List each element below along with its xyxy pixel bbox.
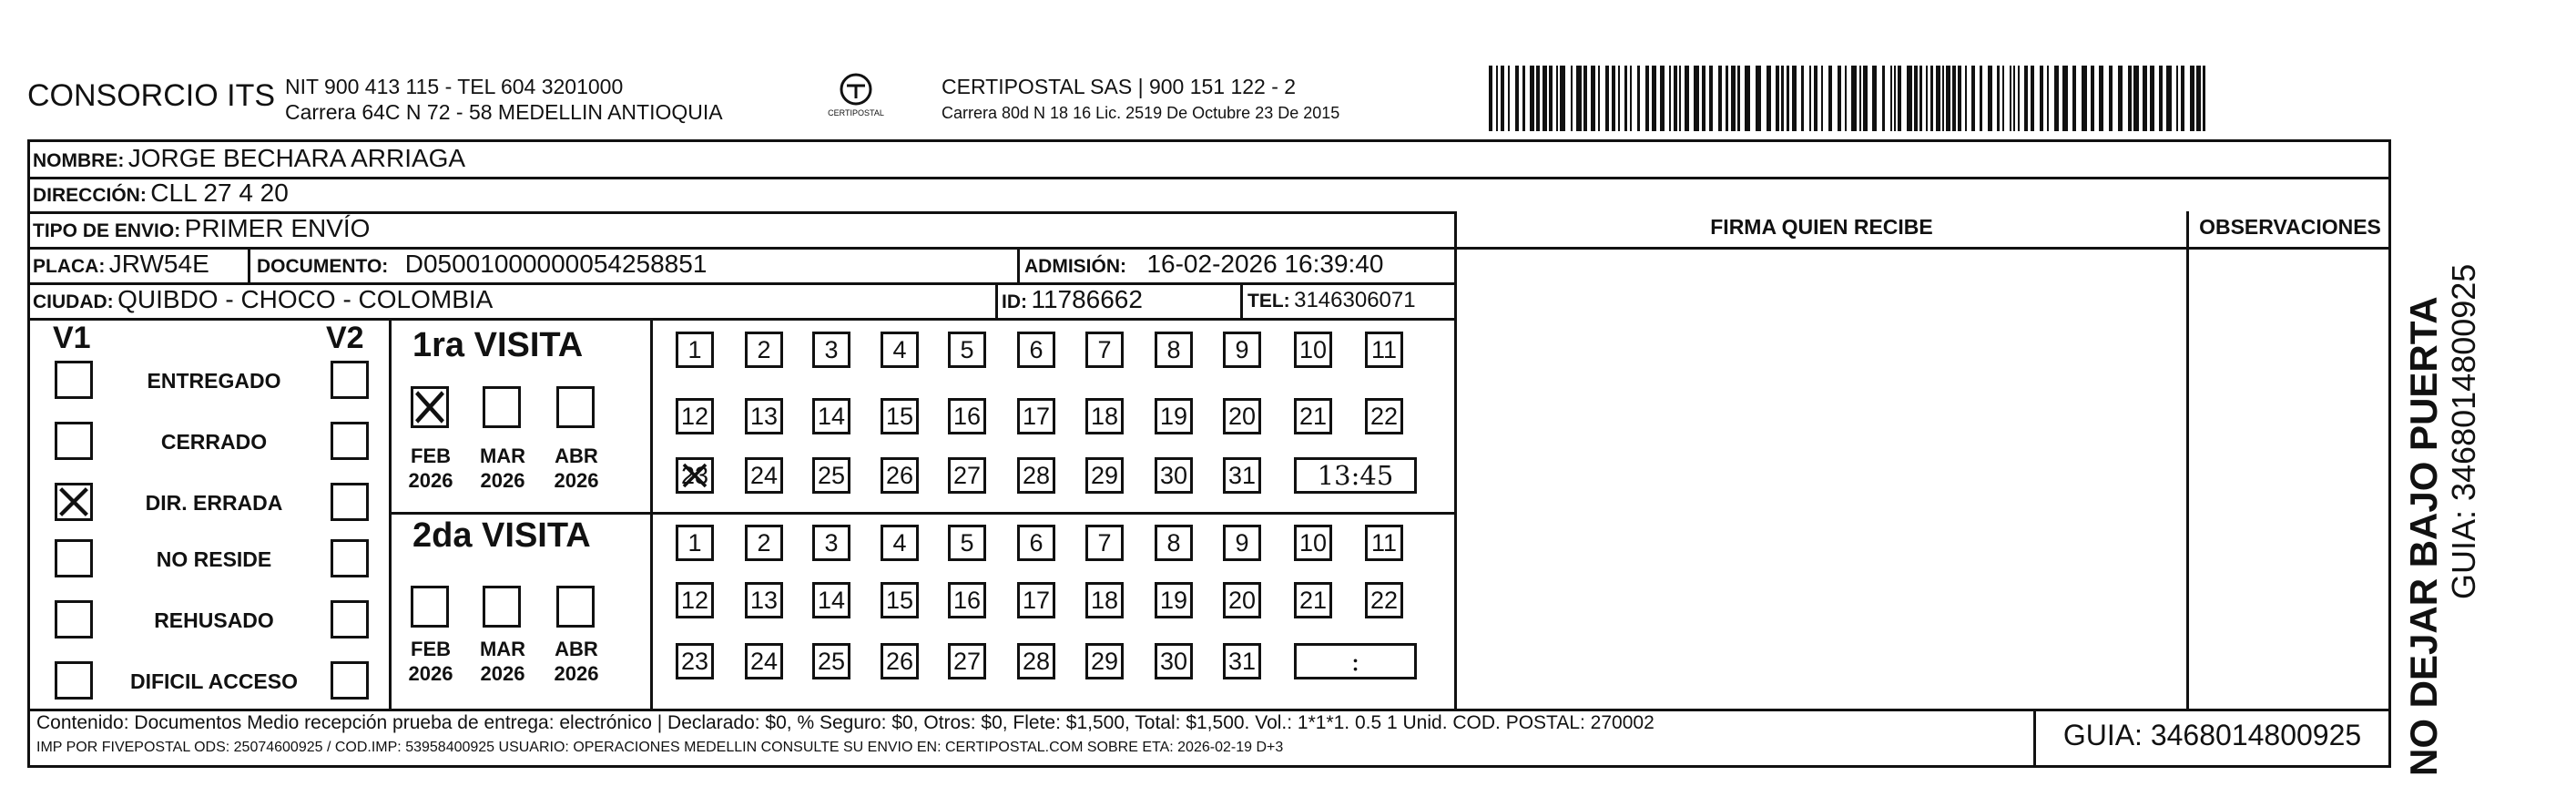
barcode-bar bbox=[1731, 66, 1736, 131]
first-visit-title: 1ra VISITA bbox=[412, 326, 584, 364]
barcode-bar bbox=[1522, 66, 1525, 131]
barcode-bar bbox=[1726, 66, 1728, 131]
day-number: 23 bbox=[680, 462, 709, 489]
second-day-box[interactable]: 10 bbox=[1294, 525, 1332, 561]
status-label: ENTREGADO bbox=[147, 369, 281, 393]
second-day-box[interactable]: 20 bbox=[1223, 582, 1261, 618]
second-day-box[interactable]: 19 bbox=[1155, 582, 1193, 618]
barcode-bar bbox=[1907, 66, 1912, 131]
v1-header: V1 bbox=[53, 321, 91, 355]
second-year-label: 2026 bbox=[554, 662, 599, 685]
barcode-bar bbox=[1489, 66, 1492, 131]
barcode-bar bbox=[1652, 66, 1656, 131]
first-day-box[interactable]: 27 bbox=[948, 457, 986, 494]
second-day-box[interactable]: 9 bbox=[1223, 525, 1261, 561]
barcode-bar bbox=[1863, 66, 1868, 131]
barcode-bar bbox=[1645, 66, 1649, 131]
barcode-bar bbox=[1694, 66, 1699, 131]
tipo-envio-row bbox=[33, 214, 370, 243]
v1-checkbox[interactable] bbox=[55, 361, 93, 399]
ciudad-field bbox=[33, 285, 493, 314]
barcode-bar bbox=[1851, 66, 1857, 131]
second-year-label: 2026 bbox=[408, 662, 453, 685]
barcode-bar bbox=[1942, 66, 1944, 131]
barcode-bar bbox=[2040, 66, 2043, 131]
status-label: DIFICIL ACCESO bbox=[129, 669, 298, 693]
barcode-bar bbox=[1605, 66, 1609, 131]
tel-field bbox=[1247, 288, 1416, 313]
barcode-bar bbox=[1576, 66, 1582, 131]
nombre-row bbox=[33, 144, 465, 173]
barcode-bar bbox=[1556, 66, 1558, 131]
barcode-bar bbox=[1598, 66, 1600, 131]
barcode-bar bbox=[1543, 66, 1547, 131]
second-day-box[interactable]: 16 bbox=[948, 582, 986, 618]
barcode-bar bbox=[2018, 66, 2020, 131]
barcode-bar bbox=[1919, 66, 1922, 131]
second-day-box[interactable]: 14 bbox=[812, 582, 850, 618]
id-label: ID: bbox=[1002, 291, 1027, 312]
first-day-box[interactable]: 28 bbox=[1017, 457, 1055, 494]
second-day-box[interactable]: 4 bbox=[881, 525, 919, 561]
second-day-box[interactable]: 23 bbox=[676, 643, 714, 679]
barcode-bar bbox=[1767, 66, 1771, 131]
status-label: DIR. ERRADA bbox=[145, 491, 283, 515]
second-day-box[interactable]: 27 bbox=[948, 643, 986, 679]
side-guia: GUIA: 3468014800925 bbox=[2445, 263, 2482, 599]
barcode-bar bbox=[1926, 66, 1928, 131]
barcode-bar bbox=[2031, 66, 2034, 131]
second-day-box[interactable]: 1 bbox=[676, 525, 714, 561]
barcode-bar bbox=[1980, 66, 1982, 131]
tel-value: 3146306071 bbox=[1294, 288, 1416, 312]
first-year-label: 2026 bbox=[480, 469, 525, 492]
barcode-bar bbox=[1890, 66, 1892, 131]
certipostal-logo-icon bbox=[836, 71, 876, 107]
certipostal-name: CERTIPOSTAL SAS | 900 151 122 - 2 bbox=[942, 75, 1297, 98]
barcode-bar bbox=[1560, 66, 1565, 131]
first-month-checkbox[interactable] bbox=[556, 386, 595, 428]
barcode-bar bbox=[1660, 66, 1665, 131]
direccion-value: CLL 27 4 20 bbox=[150, 179, 289, 207]
check-mark-icon bbox=[680, 462, 709, 489]
second-day-box[interactable]: 26 bbox=[881, 643, 919, 679]
documento-label: DOCUMENTO: bbox=[257, 256, 389, 277]
second-day-box[interactable]: 12 bbox=[676, 582, 714, 618]
documento-value: D05001000000054258851 bbox=[404, 250, 708, 278]
barcode-bar bbox=[1946, 66, 1950, 131]
second-day-box[interactable]: 11 bbox=[1365, 525, 1403, 561]
placa-field bbox=[33, 250, 209, 279]
barcode-bar bbox=[1624, 66, 1627, 131]
firma-header: FIRMA QUIEN RECIBE bbox=[1710, 215, 1933, 239]
second-day-box[interactable]: 21 bbox=[1294, 582, 1332, 618]
nombre-value: JORGE BECHARA ARRIAGA bbox=[127, 144, 466, 172]
check-mark-icon bbox=[413, 389, 446, 425]
v2-checkbox[interactable] bbox=[331, 483, 369, 521]
second-month-checkbox[interactable] bbox=[483, 586, 521, 628]
barcode-bar bbox=[2143, 66, 2147, 131]
v1-checkbox[interactable] bbox=[55, 422, 93, 460]
first-time-field[interactable]: 13:45 bbox=[1294, 457, 1417, 494]
v2-checkbox[interactable] bbox=[331, 422, 369, 460]
barcode-bar bbox=[2166, 66, 2172, 131]
barcode-bar bbox=[1674, 66, 1677, 131]
barcode-bar bbox=[1988, 66, 1992, 131]
first-day-box[interactable]: 20 bbox=[1223, 398, 1261, 434]
second-month-label: ABR bbox=[555, 638, 598, 660]
check-mark-icon bbox=[57, 485, 90, 518]
barcode-bar bbox=[1508, 66, 1510, 131]
barcode-bar bbox=[1914, 66, 1918, 131]
id-field bbox=[1002, 285, 1143, 314]
barcode-bar bbox=[2091, 66, 2094, 131]
second-visit-title: 2da VISITA bbox=[412, 516, 591, 555]
tipo-envio-value: PRIMER ENVÍO bbox=[184, 214, 371, 242]
certipostal-license: Carrera 80d N 18 16 Lic. 2519 De Octubre 23 De 2015 bbox=[942, 104, 1340, 122]
nombre-label: NOMBRE: bbox=[33, 150, 125, 171]
v2-checkbox[interactable] bbox=[331, 539, 369, 577]
barcode-bar bbox=[1894, 66, 1896, 131]
barcode-bar bbox=[2002, 66, 2004, 131]
barcode-bar bbox=[1630, 66, 1632, 131]
imp-text: IMP POR FIVEPOSTAL ODS: 25074600925 / COD.IMP: 53958400925 USUARIO: OPERACIONES MEDELLIN CONSULTE SU ENVIO EN: CERTIPOSTAL.COM SOBRE ETA: 2026-02-19 D+3 bbox=[36, 740, 1284, 755]
first-day-box[interactable]: 10 bbox=[1294, 332, 1332, 368]
barcode-bar bbox=[2190, 66, 2194, 131]
first-day-box[interactable]: 11 bbox=[1365, 332, 1403, 368]
barcode-bar bbox=[1898, 66, 1901, 131]
second-day-box[interactable]: 3 bbox=[812, 525, 850, 561]
barcode-bar bbox=[1845, 66, 1847, 131]
barcode-bar bbox=[2047, 66, 2049, 131]
barcode-bar bbox=[1952, 66, 1956, 131]
second-day-box[interactable]: 28 bbox=[1017, 643, 1055, 679]
second-day-box[interactable]: 31 bbox=[1223, 643, 1261, 679]
barcode-bar bbox=[2196, 66, 2201, 131]
barcode-bar bbox=[1930, 66, 1933, 131]
barcode-bar bbox=[2109, 66, 2113, 131]
v1-checkbox[interactable] bbox=[55, 661, 93, 700]
footer-guia: GUIA: 3468014800925 bbox=[2062, 719, 2362, 751]
no-dejar-warning: NO DEJAR BAJO PUERTA bbox=[2402, 296, 2445, 776]
barcode-bar bbox=[1501, 66, 1504, 131]
barcode-bar bbox=[1745, 66, 1750, 131]
first-day-box[interactable]: 21 bbox=[1294, 398, 1332, 434]
barcode-bar bbox=[1515, 66, 1519, 131]
first-day-box[interactable]: 7 bbox=[1085, 332, 1124, 368]
first-day-box[interactable]: 8 bbox=[1155, 332, 1193, 368]
first-day-box[interactable]: 4 bbox=[881, 332, 919, 368]
barcode-bar bbox=[1859, 66, 1861, 131]
status-label: CERRADO bbox=[160, 430, 268, 454]
second-day-box[interactable]: 30 bbox=[1155, 643, 1193, 679]
barcode-bar bbox=[1591, 66, 1595, 131]
barcode-bar bbox=[2099, 66, 2103, 131]
barcode-bar bbox=[2072, 66, 2076, 131]
second-day-box[interactable]: 29 bbox=[1085, 643, 1124, 679]
barcode bbox=[1489, 66, 2213, 131]
barcode-bar bbox=[1571, 66, 1573, 131]
barcode-bar bbox=[2013, 66, 2015, 131]
barcode-bar bbox=[2082, 66, 2087, 131]
barcode-bar bbox=[2062, 66, 2068, 131]
admision-label: ADMISIÓN: bbox=[1024, 256, 1126, 277]
tel-label: TEL: bbox=[1247, 291, 1290, 312]
barcode-bar bbox=[2133, 66, 2139, 131]
second-day-box[interactable]: 2 bbox=[745, 525, 783, 561]
barcode-bar bbox=[1583, 66, 1587, 131]
second-day-box[interactable]: 22 bbox=[1365, 582, 1403, 618]
id-value: 11786662 bbox=[1031, 285, 1143, 313]
company-name: CONSORCIO ITS bbox=[27, 78, 276, 113]
barcode-bar bbox=[2118, 66, 2123, 131]
certipostal-logo-text: CERTIPOSTAL bbox=[828, 108, 884, 117]
first-day-box[interactable]: 5 bbox=[948, 332, 986, 368]
barcode-bar bbox=[1679, 66, 1681, 131]
v1-checkbox[interactable] bbox=[55, 483, 93, 521]
barcode-bar bbox=[1936, 66, 1940, 131]
documento-field bbox=[257, 250, 707, 279]
barcode-bar bbox=[2054, 66, 2059, 131]
first-day-box[interactable]: 31 bbox=[1223, 457, 1261, 494]
barcode-bar bbox=[1702, 66, 1705, 131]
direccion-label: DIRECCIÓN: bbox=[33, 185, 147, 206]
admision-value: 16-02-2026 16:39:40 bbox=[1146, 250, 1384, 278]
barcode-bar bbox=[1718, 66, 1722, 131]
barcode-bar bbox=[1496, 66, 1498, 131]
first-month-checkbox[interactable] bbox=[411, 386, 449, 428]
barcode-bar bbox=[1872, 66, 1877, 131]
second-day-box[interactable]: 5 bbox=[948, 525, 986, 561]
barcode-bar bbox=[2024, 66, 2028, 131]
barcode-bar bbox=[1549, 66, 1553, 131]
v1-checkbox[interactable] bbox=[55, 600, 93, 638]
barcode-bar bbox=[2150, 66, 2154, 131]
first-day-box[interactable]: 17 bbox=[1017, 398, 1055, 434]
placa-value: JRW54E bbox=[108, 250, 209, 278]
barcode-bar bbox=[1530, 66, 1534, 131]
first-month-checkbox[interactable] bbox=[483, 386, 521, 428]
barcode-bar bbox=[2203, 66, 2205, 131]
barcode-bar bbox=[1709, 66, 1713, 131]
status-label: NO RESIDE bbox=[156, 547, 272, 571]
barcode-bar bbox=[1756, 66, 1761, 131]
v1-checkbox[interactable] bbox=[55, 539, 93, 577]
contenido-text: Contenido: Documentos Medio recepción prueba de entrega: electrónico | Declarado: $0, % Seguro: $0, Otros: $0, Flete: $1,500, Total: $1,500. Vol.: 1*1*1. 0.5 1 Unid. COD. POSTAL: 270002 bbox=[36, 712, 1655, 733]
status-label: REHUSADO bbox=[154, 608, 274, 632]
second-time-field[interactable]: : bbox=[1294, 643, 1417, 679]
second-day-box[interactable]: 17 bbox=[1017, 582, 1055, 618]
first-day-box[interactable]: 9 bbox=[1223, 332, 1261, 368]
first-day-box[interactable]: 3 bbox=[812, 332, 850, 368]
first-day-box[interactable]: 29 bbox=[1085, 457, 1124, 494]
first-year-label: 2026 bbox=[408, 469, 453, 492]
first-day-box[interactable]: 18 bbox=[1085, 398, 1124, 434]
company-nit-tel: NIT 900 413 115 - TEL 604 3201000 bbox=[285, 75, 624, 98]
barcode-bar bbox=[1821, 66, 1823, 131]
second-month-checkbox[interactable] bbox=[411, 586, 449, 628]
first-day-box[interactable]: 19 bbox=[1155, 398, 1193, 434]
second-day-box[interactable]: 24 bbox=[745, 643, 783, 679]
v2-checkbox[interactable] bbox=[331, 361, 369, 399]
barcode-bar bbox=[1787, 66, 1789, 131]
first-day-box[interactable]: 13 bbox=[745, 398, 783, 434]
first-day-box[interactable]: 24 bbox=[745, 457, 783, 494]
first-month-label: FEB bbox=[411, 444, 451, 467]
company-address: Carrera 64C N 72 - 58 MEDELLIN ANTIOQUIA bbox=[285, 100, 723, 124]
barcode-bar bbox=[1536, 66, 1540, 131]
first-day-box[interactable]: 26 bbox=[881, 457, 919, 494]
first-day-box[interactable]: 2 bbox=[745, 332, 783, 368]
barcode-bar bbox=[1971, 66, 1975, 131]
barcode-bar bbox=[1828, 66, 1832, 131]
second-month-label: FEB bbox=[411, 638, 451, 660]
barcode-bar bbox=[1814, 66, 1817, 131]
barcode-bar bbox=[2159, 66, 2163, 131]
second-day-box[interactable]: 15 bbox=[881, 582, 919, 618]
second-day-box[interactable]: 7 bbox=[1085, 525, 1124, 561]
ciudad-label: CIUDAD: bbox=[33, 291, 114, 312]
first-day-box[interactable]: 12 bbox=[676, 398, 714, 434]
barcode-bar bbox=[1685, 66, 1689, 131]
first-day-box[interactable]: 22 bbox=[1365, 398, 1403, 434]
tipo-envio-label: TIPO DE ENVIO: bbox=[33, 220, 181, 241]
barcode-bar bbox=[2128, 66, 2132, 131]
first-day-box[interactable]: 25 bbox=[812, 457, 850, 494]
first-day-box[interactable]: 15 bbox=[881, 398, 919, 434]
ciudad-value: QUIBDO - CHOCO - COLOMBIA bbox=[117, 285, 494, 313]
second-day-box[interactable]: 25 bbox=[812, 643, 850, 679]
barcode-bar bbox=[2176, 66, 2178, 131]
barcode-bar bbox=[1958, 66, 1961, 131]
first-month-label: ABR bbox=[555, 444, 598, 467]
barcode-bar bbox=[1781, 66, 1784, 131]
first-day-box[interactable]: 14 bbox=[812, 398, 850, 434]
v2-checkbox[interactable] bbox=[331, 600, 369, 638]
barcode-bar bbox=[2181, 66, 2184, 131]
barcode-bar bbox=[1838, 66, 1841, 131]
second-year-label: 2026 bbox=[480, 662, 525, 685]
first-day-box[interactable]: 1 bbox=[676, 332, 714, 368]
barcode-bar bbox=[1809, 66, 1811, 131]
observaciones-header: OBSERVACIONES bbox=[2199, 215, 2381, 239]
direccion-row bbox=[33, 179, 289, 208]
second-day-box[interactable]: 8 bbox=[1155, 525, 1193, 561]
barcode-bar bbox=[1801, 66, 1804, 131]
v2-checkbox[interactable] bbox=[331, 661, 369, 700]
placa-label: PLACA: bbox=[33, 256, 106, 277]
barcode-bar bbox=[1997, 66, 2000, 131]
barcode-bar bbox=[1637, 66, 1640, 131]
barcode-bar bbox=[1618, 66, 1620, 131]
first-month-label: MAR bbox=[479, 444, 526, 467]
v2-header: V2 bbox=[326, 321, 364, 355]
first-day-box[interactable]: 16 bbox=[948, 398, 986, 434]
second-month-label: MAR bbox=[479, 638, 526, 660]
barcode-bar bbox=[1882, 66, 1885, 131]
admision-field bbox=[1024, 250, 1383, 279]
second-day-box[interactable]: 18 bbox=[1085, 582, 1124, 618]
barcode-bar bbox=[1669, 66, 1671, 131]
first-year-label: 2026 bbox=[554, 469, 599, 492]
barcode-bar bbox=[1792, 66, 1797, 131]
first-day-box[interactable] bbox=[676, 457, 714, 494]
first-day-box[interactable]: 6 bbox=[1017, 332, 1055, 368]
second-day-box[interactable]: 6 bbox=[1017, 525, 1055, 561]
barcode-bar bbox=[1965, 66, 1967, 131]
second-day-box[interactable]: 13 bbox=[745, 582, 783, 618]
barcode-bar bbox=[2010, 66, 2011, 131]
certipostal-logo bbox=[815, 71, 897, 126]
barcode-bar bbox=[1737, 66, 1740, 131]
second-month-checkbox[interactable] bbox=[556, 586, 595, 628]
barcode-bar bbox=[1612, 66, 1615, 131]
first-day-box[interactable]: 30 bbox=[1155, 457, 1193, 494]
barcode-bar bbox=[1776, 66, 1779, 131]
